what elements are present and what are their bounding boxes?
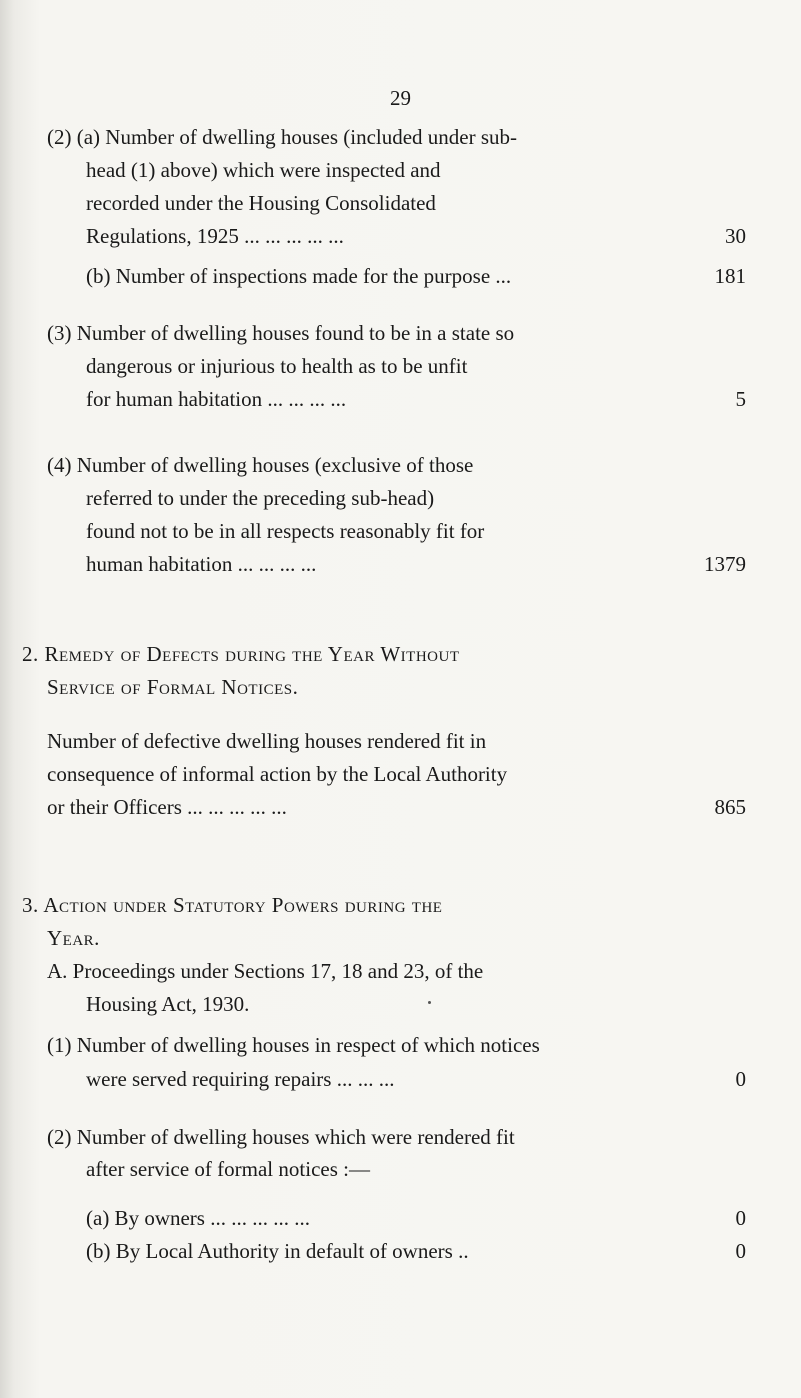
section-3-item-2a-value: 0 (735, 1206, 746, 1230)
item-2b-line-1: (b) Number of inspections made for the purpose ... (86, 264, 512, 288)
section-3-item-2b-value: 0 (735, 1239, 746, 1263)
item-2a-line-3: recorded under the Housing Consolidated (86, 191, 436, 215)
section-2-line-2: consequence of informal action by the Local Authority (47, 762, 508, 786)
section-3a-line-2: Housing Act, 1930. (86, 992, 250, 1016)
section-2-line-1: Number of defective dwelling houses rendered fit in (47, 729, 487, 753)
item-2a-line-1: (2) (a) Number of dwelling houses (included under sub- (47, 125, 518, 149)
item-3-line-1: (3) Number of dwelling houses found to be in a state so (47, 321, 515, 345)
item-4-line-3: found not to be in all respects reasonably fit for (86, 519, 485, 543)
section-2-value: 865 (714, 795, 746, 819)
item-2a-line-4: Regulations, 1925 ... ... ... ... ... (86, 224, 344, 248)
item-4-line-2: referred to under the preceding sub-head) (86, 486, 435, 510)
section-2-heading-line-2: Service of Formal Notices. (47, 675, 299, 699)
section-3-heading-line-2: Year. (47, 926, 100, 950)
section-2-line-3: or their Officers ... ... ... ... ... (47, 795, 287, 819)
section-3-item-2-line-2: after service of formal notices :— (86, 1157, 370, 1181)
section-3-item-1-value: 0 (735, 1067, 746, 1091)
item-4-line-4: human habitation ... ... ... ... (86, 552, 317, 576)
item-3-line-3: for human habitation ... ... ... ... (86, 387, 347, 411)
page-number: 29 (390, 86, 411, 110)
section-3-heading-line-1: 3. Action under Statutory Powers during the (22, 893, 443, 917)
section-3-item-2a-line: (a) By owners ... ... ... ... ... (86, 1206, 310, 1230)
item-2a-value: 30 (725, 224, 746, 248)
item-2a-line-2: head (1) above) which were inspected and (86, 158, 441, 182)
section-3-item-1-line-2: were served requiring repairs ... ... ... (86, 1067, 395, 1091)
item-4-line-1: (4) Number of dwelling houses (exclusive of those (47, 453, 474, 477)
section-2-heading-line-1: 2. Remedy of Defects during the Year Without (22, 642, 460, 666)
section-3-item-2b-line: (b) By Local Authority in default of owners .. (86, 1239, 469, 1263)
item-4-value: 1379 (704, 552, 746, 576)
section-3-item-1-line-1: (1) Number of dwelling houses in respect of which notices (47, 1033, 540, 1057)
print-speck (428, 1001, 431, 1004)
section-3a-line-1: A. Proceedings under Sections 17, 18 and 23, of the (47, 959, 484, 983)
section-3-item-2-line-1: (2) Number of dwelling houses which were rendered fit (47, 1125, 515, 1149)
item-2b-value: 181 (714, 264, 746, 288)
item-3-line-2: dangerous or injurious to health as to be unfit (86, 354, 468, 378)
item-3-value: 5 (735, 387, 746, 411)
